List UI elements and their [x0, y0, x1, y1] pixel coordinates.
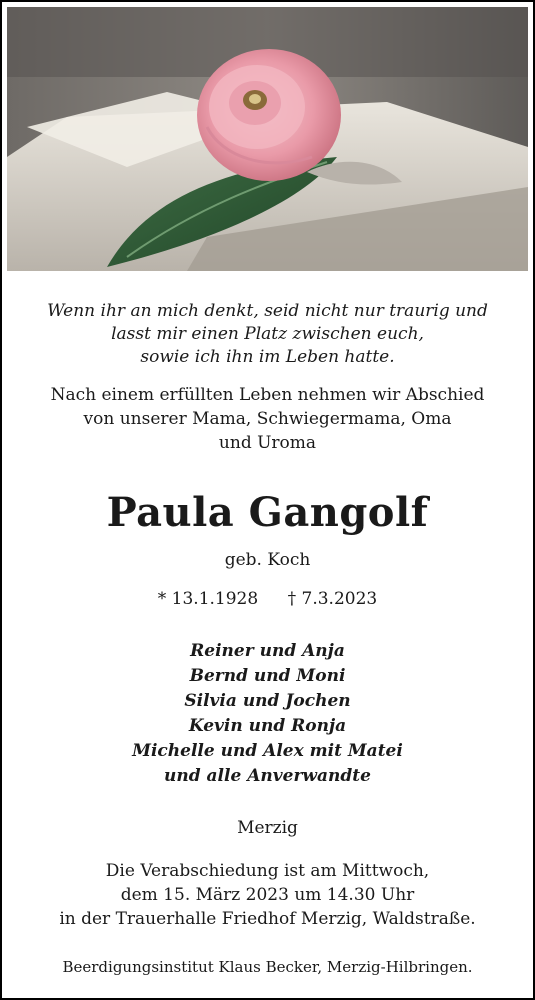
- place: Merzig: [237, 818, 298, 838]
- life-dates: [0, 587, 535, 611]
- ceremony-line: Die Verabschiedung ist am Mittwoch,: [105, 861, 430, 881]
- intro-line: und Uroma: [218, 433, 317, 453]
- mourner: Reiner und Anja: [190, 641, 345, 661]
- quote-line: Wenn ihr an mich denkt, seid nicht nur traurig und: [47, 301, 488, 321]
- ceremony-line: in der Trauerhalle Friedhof Merzig, Waldstraße.: [59, 909, 476, 929]
- obituary-text: [0, 300, 535, 977]
- mourner: Bernd und Moni: [189, 666, 346, 686]
- farewell-intro: [0, 383, 535, 455]
- memorial-quote: [0, 300, 535, 369]
- mourner: Michelle und Alex mit Matei: [132, 741, 403, 761]
- intro-line: von unserer Mama, Schwiegermama, Oma: [83, 409, 452, 429]
- rose-photo: [7, 7, 528, 271]
- quote-line: sowie ich ihn im Leben hatte.: [140, 347, 395, 367]
- undertaker: Beerdigungsinstitut Klaus Becker, Merzig-Hilbringen.: [62, 958, 473, 976]
- ceremony-info: [0, 859, 535, 931]
- quote-line: lasst mir einen Platz zwischen euch,: [111, 324, 424, 344]
- deceased-name: Paula Gangolf: [106, 489, 429, 536]
- intro-line: Nach einem erfüllten Leben nehmen wir Abschied: [50, 385, 485, 405]
- maiden-name: geb. Koch: [224, 550, 311, 570]
- rose-image: [7, 7, 528, 271]
- mourner: Kevin und Ronja: [188, 716, 347, 736]
- mourner: Silvia und Jochen: [184, 691, 351, 711]
- death-date: † 7.3.2023: [287, 589, 378, 609]
- birth-date: * 13.1.1928: [157, 589, 259, 609]
- mourners-list: [0, 639, 535, 789]
- mourner: und alle Anverwandte: [164, 766, 371, 786]
- ceremony-line: dem 15. März 2023 um 14.30 Uhr: [120, 885, 415, 905]
